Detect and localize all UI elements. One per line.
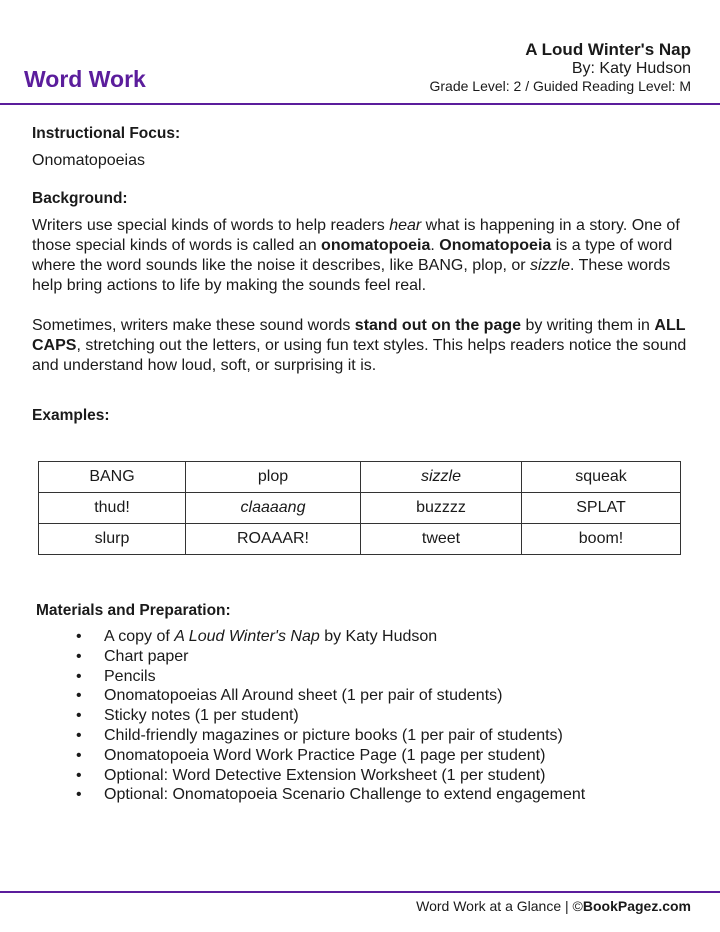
book-author: By: Katy Hudson bbox=[571, 60, 691, 77]
focus-heading: Instructional Focus: bbox=[32, 125, 181, 142]
background-paragraph-1: Writers use special kinds of words to help readers hear what is happening in a story. One of those special kinds of words is called an onomatopoeia. Onomatopoeia is a type of word where the word sounds like the noise it describes, like BANG, plop, or sizzle. These words help bring actions to life by making the sounds feel real. bbox=[32, 217, 680, 294]
list-item: • Onomatopoeia Word Work Practice Page (1 page per student) bbox=[36, 746, 696, 766]
table-cell: thud! bbox=[39, 493, 186, 524]
table-cell: claaaang bbox=[186, 493, 361, 524]
materials-heading: Materials and Preparation: bbox=[36, 602, 231, 619]
footer-divider bbox=[0, 891, 720, 893]
table-cell: plop bbox=[186, 462, 361, 493]
table-cell: sizzle bbox=[361, 462, 522, 493]
list-item: • Optional: Onomatopoeia Scenario Challenge to extend engagement bbox=[36, 785, 696, 805]
table-cell: slurp bbox=[39, 524, 186, 555]
main-content bbox=[32, 124, 692, 426]
focus-value: Onomatopoeias bbox=[32, 152, 145, 169]
footer-brand: BookPagez.com bbox=[582, 898, 691, 914]
list-item: • Chart paper bbox=[36, 647, 696, 667]
table-cell: SPLAT bbox=[522, 493, 681, 524]
table-cell: BANG bbox=[39, 462, 186, 493]
footer-separator: | © bbox=[561, 898, 583, 914]
list-item: • Pencils bbox=[36, 667, 696, 687]
list-item: • Sticky notes (1 per student) bbox=[36, 706, 696, 726]
header-divider bbox=[0, 103, 720, 105]
list-item: • Optional: Word Detective Extension Worksheet (1 per student) bbox=[36, 766, 696, 786]
background-heading: Background: bbox=[32, 190, 128, 207]
examples-heading: Examples: bbox=[32, 407, 110, 424]
table-cell: tweet bbox=[361, 524, 522, 555]
list-item: • A copy of A Loud Winter's Nap by Katy Hudson bbox=[36, 627, 696, 647]
list-item: • Onomatopoeias All Around sheet (1 per pair of students) bbox=[36, 686, 696, 706]
table-cell: squeak bbox=[522, 462, 681, 493]
background-paragraph-2: Sometimes, writers make these sound words stand out on the page by writing them in ALL CAPS, stretching out the letters, or using fun text styles. This helps readers notice the sound and understand how loud, soft, or surprising it is. bbox=[32, 317, 687, 374]
list-item: • Child-friendly magazines or picture books (1 per pair of students) bbox=[36, 726, 696, 746]
table-cell: boom! bbox=[522, 524, 681, 555]
table-row bbox=[39, 493, 681, 524]
table-row bbox=[39, 524, 681, 555]
footer-label: Word Work at a Glance bbox=[416, 898, 562, 914]
footer bbox=[416, 898, 691, 914]
table-row bbox=[39, 462, 681, 493]
book-info bbox=[430, 40, 692, 95]
section-title: Word Work bbox=[24, 66, 146, 92]
materials-list bbox=[36, 627, 696, 805]
examples-table bbox=[38, 461, 681, 555]
book-title: A Loud Winter's Nap bbox=[525, 40, 691, 59]
book-levels: Grade Level: 2 / Guided Reading Level: M bbox=[429, 78, 691, 94]
materials-section bbox=[36, 601, 696, 805]
table-cell: ROAAAR! bbox=[186, 524, 361, 555]
table-cell: buzzzz bbox=[361, 493, 522, 524]
